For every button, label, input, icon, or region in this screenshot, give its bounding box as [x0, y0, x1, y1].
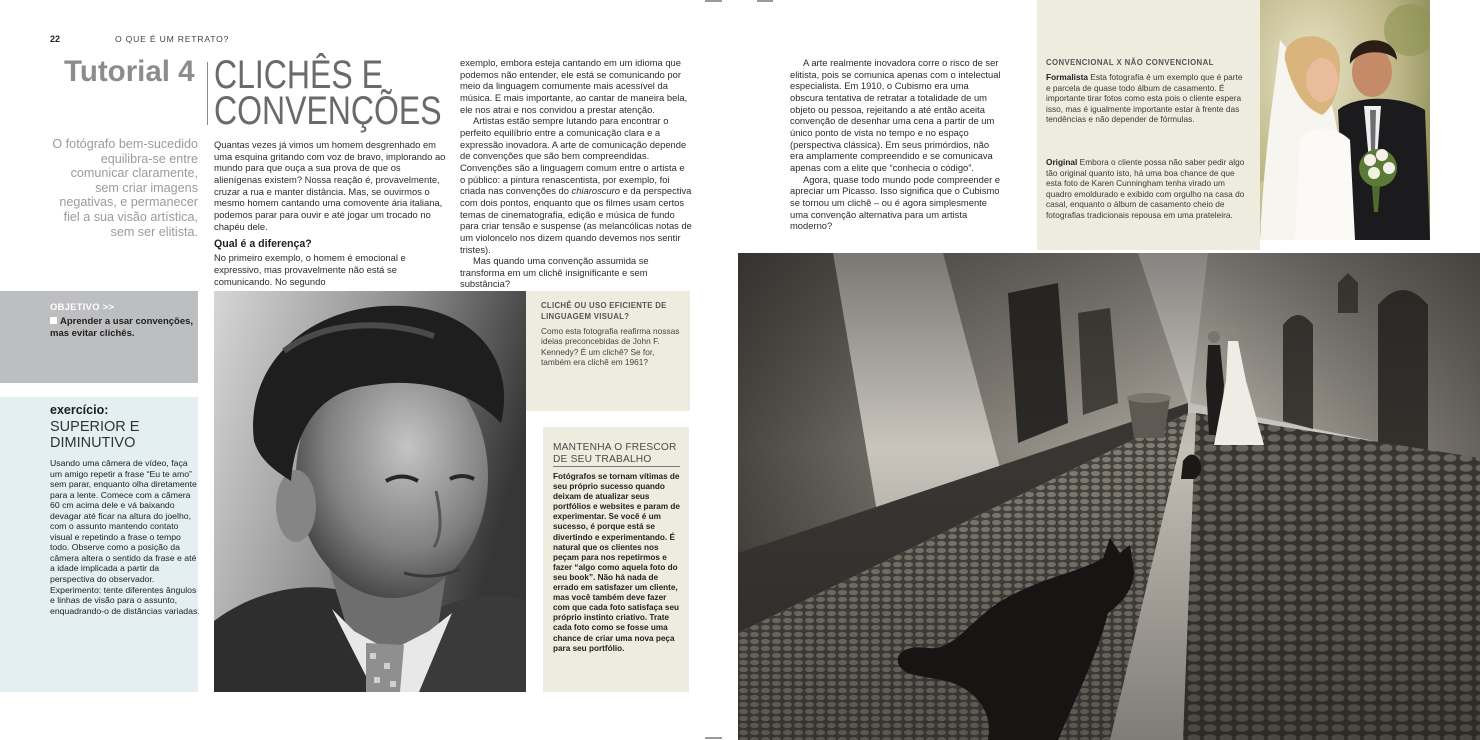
page-title — [214, 53, 450, 133]
crop-mark — [705, 0, 722, 2]
fresh-work-title-line-1: MANTENHA O FRESCOR — [553, 442, 677, 453]
exercise-body: Usando uma câmera de vídeo, faça um amigo repetir a frase “Eu te amo” sem parar, enquanto olha diretamente para a lente. Comece com a câmera 60 cm acima dele e vá baixando devagar até ficar na altura do joelho, com o assunto mantendo contato visual e repetindo a frase o tempo todo. Observe como a posição da câmera altera o sentido da frase e até a idade implicada a partir da perspectiva do observador. Experimento: tente diferentes ângulos e linhas de visão para o assunto, enquadrando-o de distâncias variadas. — [50, 458, 200, 616]
cliche-sidebar-title: CLICHÊ OU USO EFICIENTE DE LINGUAGEM VISUAL? — [541, 301, 667, 321]
fresh-work-body: Fotógrafos se tornam vítimas de seu próprio sucesso quando deixam de atualizar seus portfólios e websites e param de experimentar. Se você é um sucesso, é porque está se divertindo e experimentando. É natural que os clientes nos peçam para nos repetirmos e fazer “algo como aquela foto do seu book”. Não há nada de errado em satisfazer um cliente, mas você também deve fazer com que cada foto satisfaça seu próprio instinto criativo. Trate cada foto como se fosse uma chance de criar uma nova peça para seu portfólio. — [553, 472, 680, 653]
paragraph-text: Artistas estão sempre lutando para encontrar o perfeito equilíbrio entre a comunicação clara e a expressão inovadora. A arte de comunicação depende de convenções que são bem compreendidas. Convenções são a linguagem comum entre o artista e o público: a pintura renascentista, por exemplo, foi criada nas convenções do — [460, 115, 687, 197]
caption-text: Embora o cliente possa não saber pedir algo tão original quanto isto, há uma boa chance de que esta foto de Karen Cunningham tenha virado um quadro emoldurado e exibido com orgulho na casa do casal, enquanto o álbum de casamento cheio de fotografias tradicionais repousa em uma prateleira. — [1046, 157, 1245, 220]
article-column-2 — [460, 57, 692, 290]
intro-deck: O fotógrafo bem-sucedido equilibra-se entre comunicar claramente, sem criar imagens negativas, e permanecer fiel a sua visão artística, sem ser elitista. — [52, 137, 198, 239]
page-title-line-2: CONVENÇÕES — [214, 89, 442, 133]
paragraph: Quantas vezes já vimos um homem desgrenhado em uma esquina gritando com voz de bravo, implorando ao mundo para que ouça a sua prova de que os alienígenas existem? Nossa reação é, provavelmente, cruzar a rua e manter distância. Mas, se ouvirmos o mesmo homem cantando uma comovente ária italiana, podemos parar para ouvir e até jogar um trocado no chapéu dele. — [214, 139, 446, 232]
exercise-box — [0, 397, 198, 692]
paragraph: A arte realmente inovadora corre o risco de ser elitista, pois se comunica apenas com o intelectual especialista. Em 1910, o Cubismo era uma obscura tentativa de retratar a totalidade de um objeto ou pessoa, rejeitando a até então aceita convenção de desenhar uma cena a partir de um único ponto de vista no tempo e no espaço (perspectiva clássica). Em seus primórdios, não era amplamente compreendido e se comunicava apenas com a elite que “conhecia o código”. — [790, 57, 1001, 173]
cliche-sidebar-body: Como esta fotografia reafirma nossas ideias preconcebidas de John F. Kennedy? É um clichê? Se for, também era clichê em 1961? — [541, 326, 680, 367]
article-column-3 — [790, 57, 1002, 232]
fresh-work-title — [553, 442, 680, 467]
paragraph-text: e da perspectiva com dois pontos, enquanto que os filmes usam certos temas de cinematografia, edição e música de fundo para criar tensão e suspense (as melancólicas notas de um violoncelo nos dizem quando devemos nos sentir tristes). — [460, 185, 692, 255]
fresh-work-title-line-2: DE SEU TRABALHO — [553, 453, 652, 465]
article-column-1 — [214, 139, 448, 287]
subheading: Qual é a diferença? — [214, 238, 312, 251]
italic-term: chiaroscuro — [571, 185, 620, 197]
cliche-sidebar — [526, 291, 690, 411]
paragraph: exemplo, embora esteja cantando em um idioma que podemos não entender, ele está se comunicando por meio da linguagem comumente mais acessível da música. E mais importante, ao cantar de maneira bela, ele nos atrai e nos convidou a prestar atenção. — [460, 57, 688, 115]
wedding-couple-photo — [1260, 0, 1430, 240]
caption-label: Original — [1046, 157, 1078, 167]
bullet-square-icon — [50, 317, 57, 324]
running-header: O QUE É UM RETRATO? — [115, 34, 230, 44]
caption-formalista — [1046, 72, 1248, 125]
caption-original — [1046, 157, 1248, 220]
caption-text: Esta fotografia é um exemplo que é parte e parcela de quase todo álbum de casamento. É importante tirar fotos como esta pois o cliente espera isso, mas é igualmente importante estar à frente das tendências e não depender de fórmulas. — [1046, 72, 1243, 124]
objective-label: OBJETIVO >> — [50, 301, 115, 312]
conventional-sidebar-title: CONVENCIONAL X NÃO CONVENCIONAL — [1046, 58, 1214, 67]
paragraph: Mas quando uma convenção assumida se transforma em um clichê insignificante e sem substância? — [460, 255, 649, 290]
objective-text: Aprender a usar convenções, mas evitar clichês. — [50, 316, 194, 339]
objective-text-block — [50, 316, 200, 340]
tutorial-label: Tutorial 4 — [64, 55, 195, 88]
page-title-line-1: CLICHÊS E — [214, 53, 383, 97]
street-wedding-cat-photo — [738, 253, 1480, 740]
paragraph — [460, 115, 692, 255]
conventional-sidebar — [1037, 0, 1260, 250]
page-number: 22 — [50, 34, 61, 44]
objective-box — [0, 291, 198, 383]
exercise-title: SUPERIOR E DIMINUTIVO — [50, 419, 140, 451]
title-divider — [207, 62, 208, 125]
crop-mark — [757, 0, 773, 2]
paragraph: Agora, quase todo mundo pode compreender e apreciar um Picasso. Isso significa que o Cubismo se tornou um clichê – ou é agora simplesmente uma convenção alternativa para um artista moderno? — [790, 173, 1001, 232]
exercise-label: exercício: — [50, 403, 109, 417]
crop-mark — [705, 737, 722, 739]
fresh-work-sidebar — [543, 427, 689, 692]
caption-label: Formalista — [1046, 72, 1088, 82]
paragraph: No primeiro exemplo, o homem é emocional e expressivo, mas provavelmente não está se comunicando. No segundo — [214, 252, 406, 287]
jfk-portrait-photo — [214, 291, 526, 692]
